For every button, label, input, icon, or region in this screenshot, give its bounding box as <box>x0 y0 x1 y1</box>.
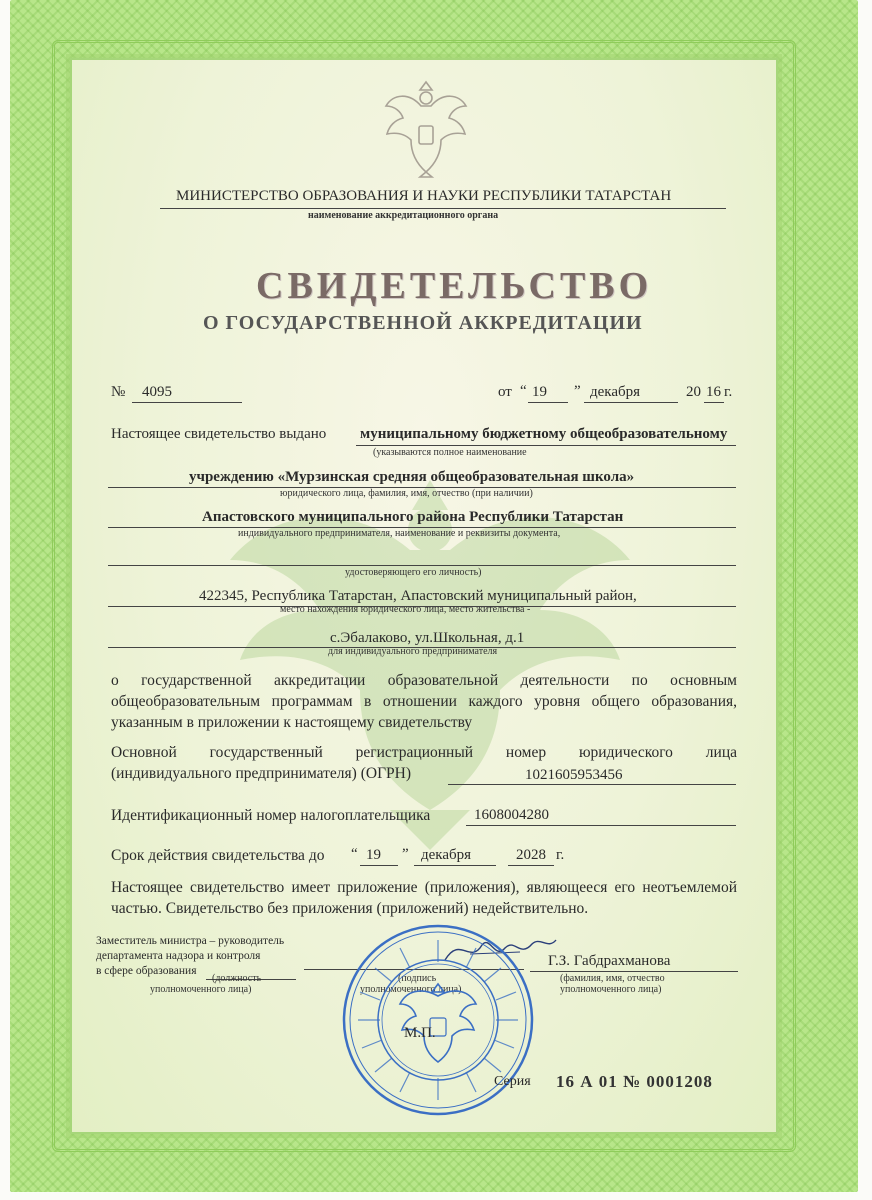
issued-caption-3: индивидуального предпринимателя, наименование и реквизиты документа, <box>238 528 561 539</box>
series-label: Серия <box>494 1074 531 1089</box>
issuing-authority-underline <box>160 208 726 209</box>
signer-position-line-3: в сфере образования <box>96 965 197 977</box>
inn-value: 1608004280 <box>474 807 549 823</box>
address-caption-1: место нахождения юридического лица, место жительства - <box>280 604 531 615</box>
issued-caption-4: удостоверяющего его личность) <box>345 567 482 578</box>
signer-name-caption-2: уполномоченного лица) <box>560 984 662 995</box>
signer-position-line-2: департамента надзора и контроля <box>96 950 261 962</box>
date-year-prefix: 20 <box>686 384 701 400</box>
date-day-underline <box>528 402 568 403</box>
issued-line-1-underline <box>356 445 736 446</box>
date-quote-open: “ <box>520 383 527 399</box>
position-caption-2: уполномоченного лица) <box>150 984 252 995</box>
signer-name-caption-1: (фамилия, имя, отчество <box>560 973 665 984</box>
date-year-unit: г. <box>724 384 733 400</box>
issuing-authority: МИНИСТЕРСТВО ОБРАЗОВАНИЯ И НАУКИ РЕСПУБЛИКИ ТАТАРСТАН <box>176 188 672 204</box>
appendix-text: Настоящее свидетельство имеет приложение (приложения), являющееся его неотъемлемой частью. Свидетельство без приложения (приложений) недействительно. <box>111 879 737 917</box>
date-month: декабря <box>590 384 641 400</box>
signer-position-line-1: Заместитель министра – руководитель <box>96 935 285 947</box>
ogrn-text-line-2: (индивидуального предпринимателя) (ОГРН) <box>111 765 412 782</box>
document-subtitle: О ГОСУДАРСТВЕННОЙ АККРЕДИТАЦИИ <box>203 312 643 334</box>
issued-line-2: учреждению «Мурзинская средняя общеобразовательная школа» <box>189 469 635 485</box>
issuing-authority-caption: наименование аккредитационного органа <box>308 210 499 221</box>
position-caption-1: (должность <box>212 973 262 984</box>
certificate-number: 4095 <box>142 384 172 400</box>
address-caption-2: для индивидуального предпринимателя <box>328 646 498 657</box>
document-title: СВИДЕТЕЛЬСТВО <box>256 265 653 307</box>
ogrn-text-line-1: Основной государственный регистрационный номер юридического лица <box>111 744 737 761</box>
accreditation-text: о государственной аккредитации образовательной деятельности по основным общеобразовательным программам в отношении каждого уровня общего образования, указанным в приложении к настоящему свидетельству <box>111 672 737 731</box>
issued-caption-2: юридического лица, фамилия, имя, отчество (при наличии) <box>280 488 533 499</box>
validity-quote-open: “ <box>351 846 358 862</box>
validity-day: 19 <box>366 847 381 863</box>
issued-caption-1: (указываются полное наименование <box>373 447 527 458</box>
signature-caption-1: (подпись <box>398 973 437 984</box>
date-from-label: от <box>498 384 512 400</box>
validity-quote-close: ” <box>402 846 409 862</box>
validity-day-underline <box>360 865 398 866</box>
coat-of-arms-icon <box>383 78 469 178</box>
validity-month-underline <box>414 865 496 866</box>
inn-underline <box>466 825 736 826</box>
number-label: № <box>111 384 126 400</box>
inn-label: Идентификационный номер налогоплательщика <box>111 807 431 824</box>
issued-label: Настоящее свидетельство выдано <box>111 426 327 442</box>
signature-caption-2: уполномоченного лица) <box>360 984 462 995</box>
validity-year-unit: г. <box>556 847 565 863</box>
signer-name-underline <box>530 971 738 972</box>
ogrn-underline <box>448 784 736 785</box>
address-line-2: с.Эбалаково, ул.Школьная, д.1 <box>330 630 525 646</box>
series-number: 16 А 01 № 0001208 <box>556 1072 713 1091</box>
validity-month: декабря <box>421 847 472 863</box>
signer-name: Г.З. Габдрахманова <box>548 953 671 969</box>
date-quote-close: ” <box>574 383 581 399</box>
validity-year: 2028 <box>516 847 546 863</box>
seal-place-mark: М.П. <box>404 1025 436 1041</box>
issued-line-3: Апастовского муниципального района Республики Татарстан <box>202 509 624 525</box>
validity-year-underline <box>508 865 554 866</box>
date-year-underline <box>704 402 724 403</box>
ogrn-value: 1021605953456 <box>525 767 623 783</box>
date-month-underline <box>584 402 678 403</box>
number-underline <box>132 402 242 403</box>
date-year-suffix: 16 <box>706 384 721 400</box>
issued-line-4-underline <box>108 565 736 566</box>
validity-label: Срок действия свидетельства до <box>111 847 325 864</box>
date-day: 19 <box>532 384 547 400</box>
address-line-1: 422345, Республика Татарстан, Апастовский муниципальный район, <box>199 588 637 604</box>
issued-line-1: муниципальному бюджетному общеобразовательному <box>360 426 728 442</box>
